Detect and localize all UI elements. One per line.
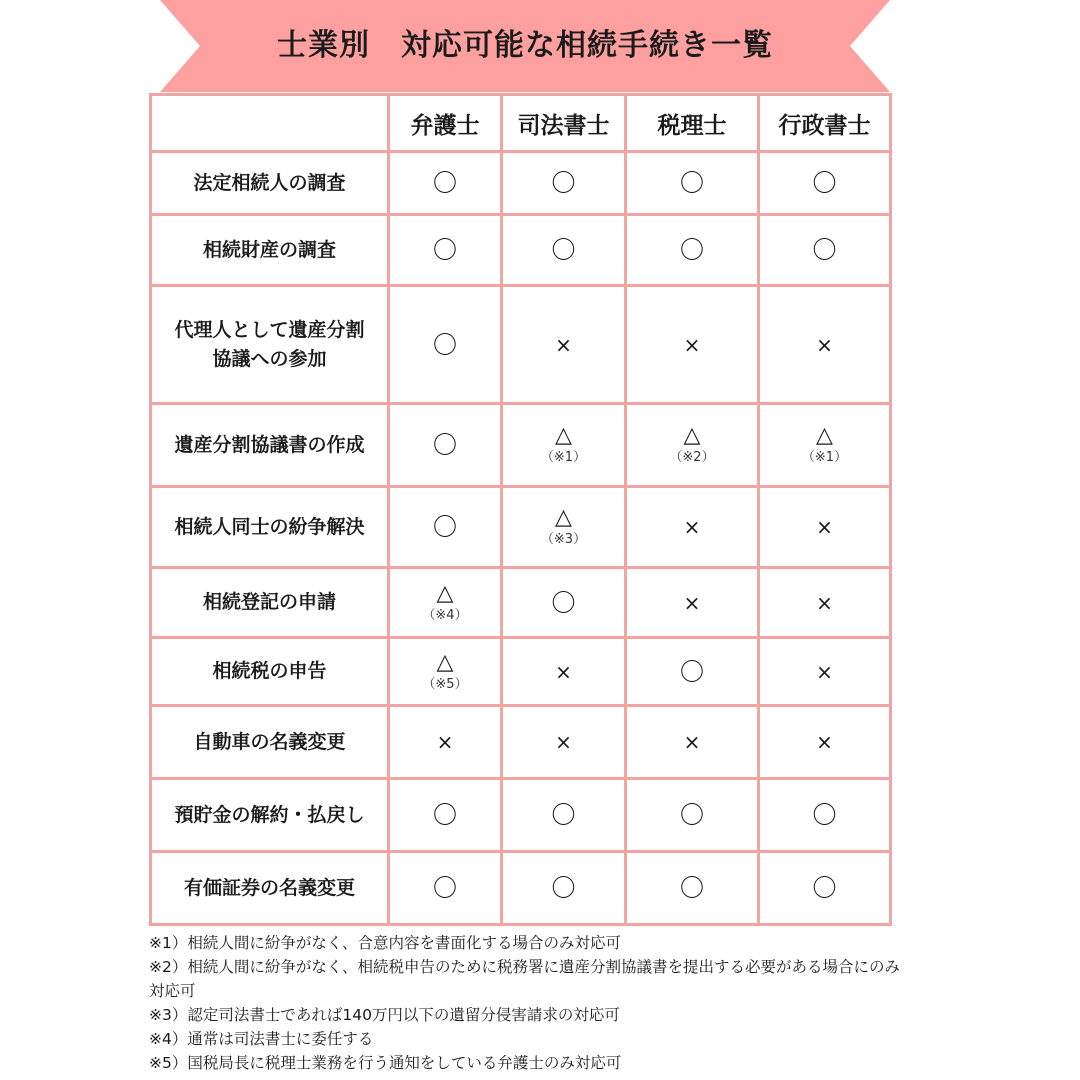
triangle-mark: △ (683, 423, 701, 448)
cross-mark: × (816, 590, 833, 615)
header-judicial-scrivener: 司法書士 (502, 95, 626, 152)
circle-mark: 〇 (551, 169, 576, 197)
row-label: 相続税の申告 (151, 638, 389, 706)
table-cell (759, 215, 891, 286)
footnotes (149, 931, 909, 1075)
row-label-line: 代理人として遺産分割 (174, 318, 365, 341)
row-label: 有価証券の名義変更 (151, 852, 389, 925)
table-row (151, 638, 891, 706)
row-label-line: 協議への参加 (212, 347, 327, 370)
table-cell (759, 638, 891, 706)
table-cell (502, 286, 626, 404)
circle-mark: 〇 (812, 236, 837, 264)
table-cell (626, 706, 759, 779)
circle-mark: 〇 (812, 874, 837, 902)
circle-mark: 〇 (433, 330, 457, 359)
table-row (151, 487, 891, 568)
cross-mark: × (816, 332, 833, 357)
footnote-reference: （※5） (422, 676, 468, 692)
table-header-row (151, 95, 891, 152)
cross-mark: × (816, 659, 833, 684)
page-title: 士業別 対応可能な相続手続き一覧 (277, 28, 773, 63)
table-cell (759, 779, 891, 852)
cross-mark: × (436, 730, 454, 754)
table-cell (759, 568, 891, 638)
footnote-4: ※4）通常は司法書士に委任する (149, 1030, 374, 1048)
table-cell (502, 215, 626, 286)
row-label: 相続登記の申請 (151, 568, 389, 638)
circle-mark: 〇 (433, 874, 457, 902)
cross-mark: × (683, 590, 701, 615)
table-cell (502, 638, 626, 706)
row-label (151, 286, 389, 404)
table-body (151, 152, 891, 925)
table-cell (502, 152, 626, 215)
table-cell (389, 638, 502, 706)
table-row (151, 706, 891, 779)
table-cell (626, 404, 759, 487)
footnote-reference: （※4） (422, 607, 468, 623)
table-cell (502, 487, 626, 568)
circle-mark: 〇 (551, 588, 576, 617)
table-row (151, 286, 891, 404)
row-label: 法定相続人の調査 (151, 152, 389, 215)
table-cell (626, 487, 759, 568)
circle-mark: 〇 (433, 431, 457, 459)
table-row (151, 215, 891, 286)
cross-mark: × (816, 730, 833, 754)
circle-mark: 〇 (680, 874, 704, 902)
row-label: 相続人同士の紛争解決 (151, 487, 389, 568)
footnote-1: ※1）相続人間に紛争がなく、合意内容を書面化する場合のみ対応可 (149, 934, 622, 952)
table-cell (389, 852, 502, 925)
table-cell (759, 286, 891, 404)
triangle-mark: △ (816, 423, 833, 448)
table-cell (502, 706, 626, 779)
circle-mark: 〇 (812, 169, 837, 197)
table-cell (389, 779, 502, 852)
table-cell (626, 638, 759, 706)
circle-mark: 〇 (812, 801, 837, 829)
footnote-reference: （※1） (801, 450, 848, 465)
cross-mark: × (683, 730, 701, 754)
table-cell (759, 487, 891, 568)
header-administrative-scrivener: 行政書士 (759, 95, 891, 152)
table-cell (626, 568, 759, 638)
footnote-2: ※2）相続人間に紛争がなく、相続税申告のために税務署に遺産分割協議書を提出する必要がある場合にのみ対応可 (149, 958, 901, 1000)
circle-mark: 〇 (680, 236, 704, 264)
circle-mark: 〇 (680, 169, 704, 197)
circle-mark: 〇 (433, 236, 457, 264)
triangle-mark: △ (555, 423, 572, 448)
table-cell (759, 706, 891, 779)
footnote-reference: （※1） (540, 450, 587, 465)
circle-mark: 〇 (433, 801, 457, 829)
title-ribbon (160, 0, 890, 92)
table-cell (626, 215, 759, 286)
circle-mark: 〇 (433, 513, 457, 541)
table-cell (759, 404, 891, 487)
table-cell (759, 152, 891, 215)
triangle-mark: △ (555, 505, 572, 530)
table-row (151, 852, 891, 925)
table-cell (626, 779, 759, 852)
circle-mark: 〇 (551, 236, 576, 264)
table-row (151, 779, 891, 852)
triangle-mark: △ (436, 649, 454, 675)
table-cell (626, 286, 759, 404)
circle-mark: 〇 (551, 801, 576, 829)
row-label: 遺産分割協議書の作成 (151, 404, 389, 487)
row-label: 相続財産の調査 (151, 215, 389, 286)
table-row (151, 568, 891, 638)
footnote-5: ※5）国税局長に税理士業務を行う通知をしている弁護士のみ対応可 (149, 1054, 622, 1072)
cross-mark: × (555, 332, 572, 357)
table-cell (502, 404, 626, 487)
footnote-reference: （※3） (540, 532, 587, 547)
triangle-mark: △ (436, 580, 454, 606)
table-cell (626, 152, 759, 215)
cross-mark: × (816, 515, 833, 539)
table-cell (389, 706, 502, 779)
table-cell (389, 487, 502, 568)
circle-mark: 〇 (551, 874, 576, 902)
table-cell (502, 779, 626, 852)
cross-mark: × (683, 332, 701, 357)
table-row (151, 152, 891, 215)
table-cell (389, 152, 502, 215)
footnote-3: ※3）認定司法書士であれば140万円以下の遺留分侵害請求の対応可 (149, 1006, 620, 1024)
circle-mark: 〇 (680, 801, 704, 829)
header-tax-accountant: 税理士 (626, 95, 759, 152)
cross-mark: × (555, 730, 572, 754)
table-cell (389, 404, 502, 487)
header-corner (151, 95, 389, 152)
table-row (151, 404, 891, 487)
table-cell (759, 852, 891, 925)
cross-mark: × (683, 515, 701, 539)
header-lawyer: 弁護士 (389, 95, 502, 152)
table-cell (389, 286, 502, 404)
table-cell (389, 215, 502, 286)
table-cell (626, 852, 759, 925)
row-label: 預貯金の解約・払戻し (151, 779, 389, 852)
cross-mark: × (555, 659, 572, 684)
table-cell (502, 568, 626, 638)
row-label: 自動車の名義変更 (151, 706, 389, 779)
footnote-reference: （※2） (669, 450, 715, 465)
comparison-table (149, 93, 892, 926)
circle-mark: 〇 (433, 169, 457, 197)
table-cell (389, 568, 502, 638)
circle-mark: 〇 (680, 657, 704, 686)
table-cell (502, 852, 626, 925)
